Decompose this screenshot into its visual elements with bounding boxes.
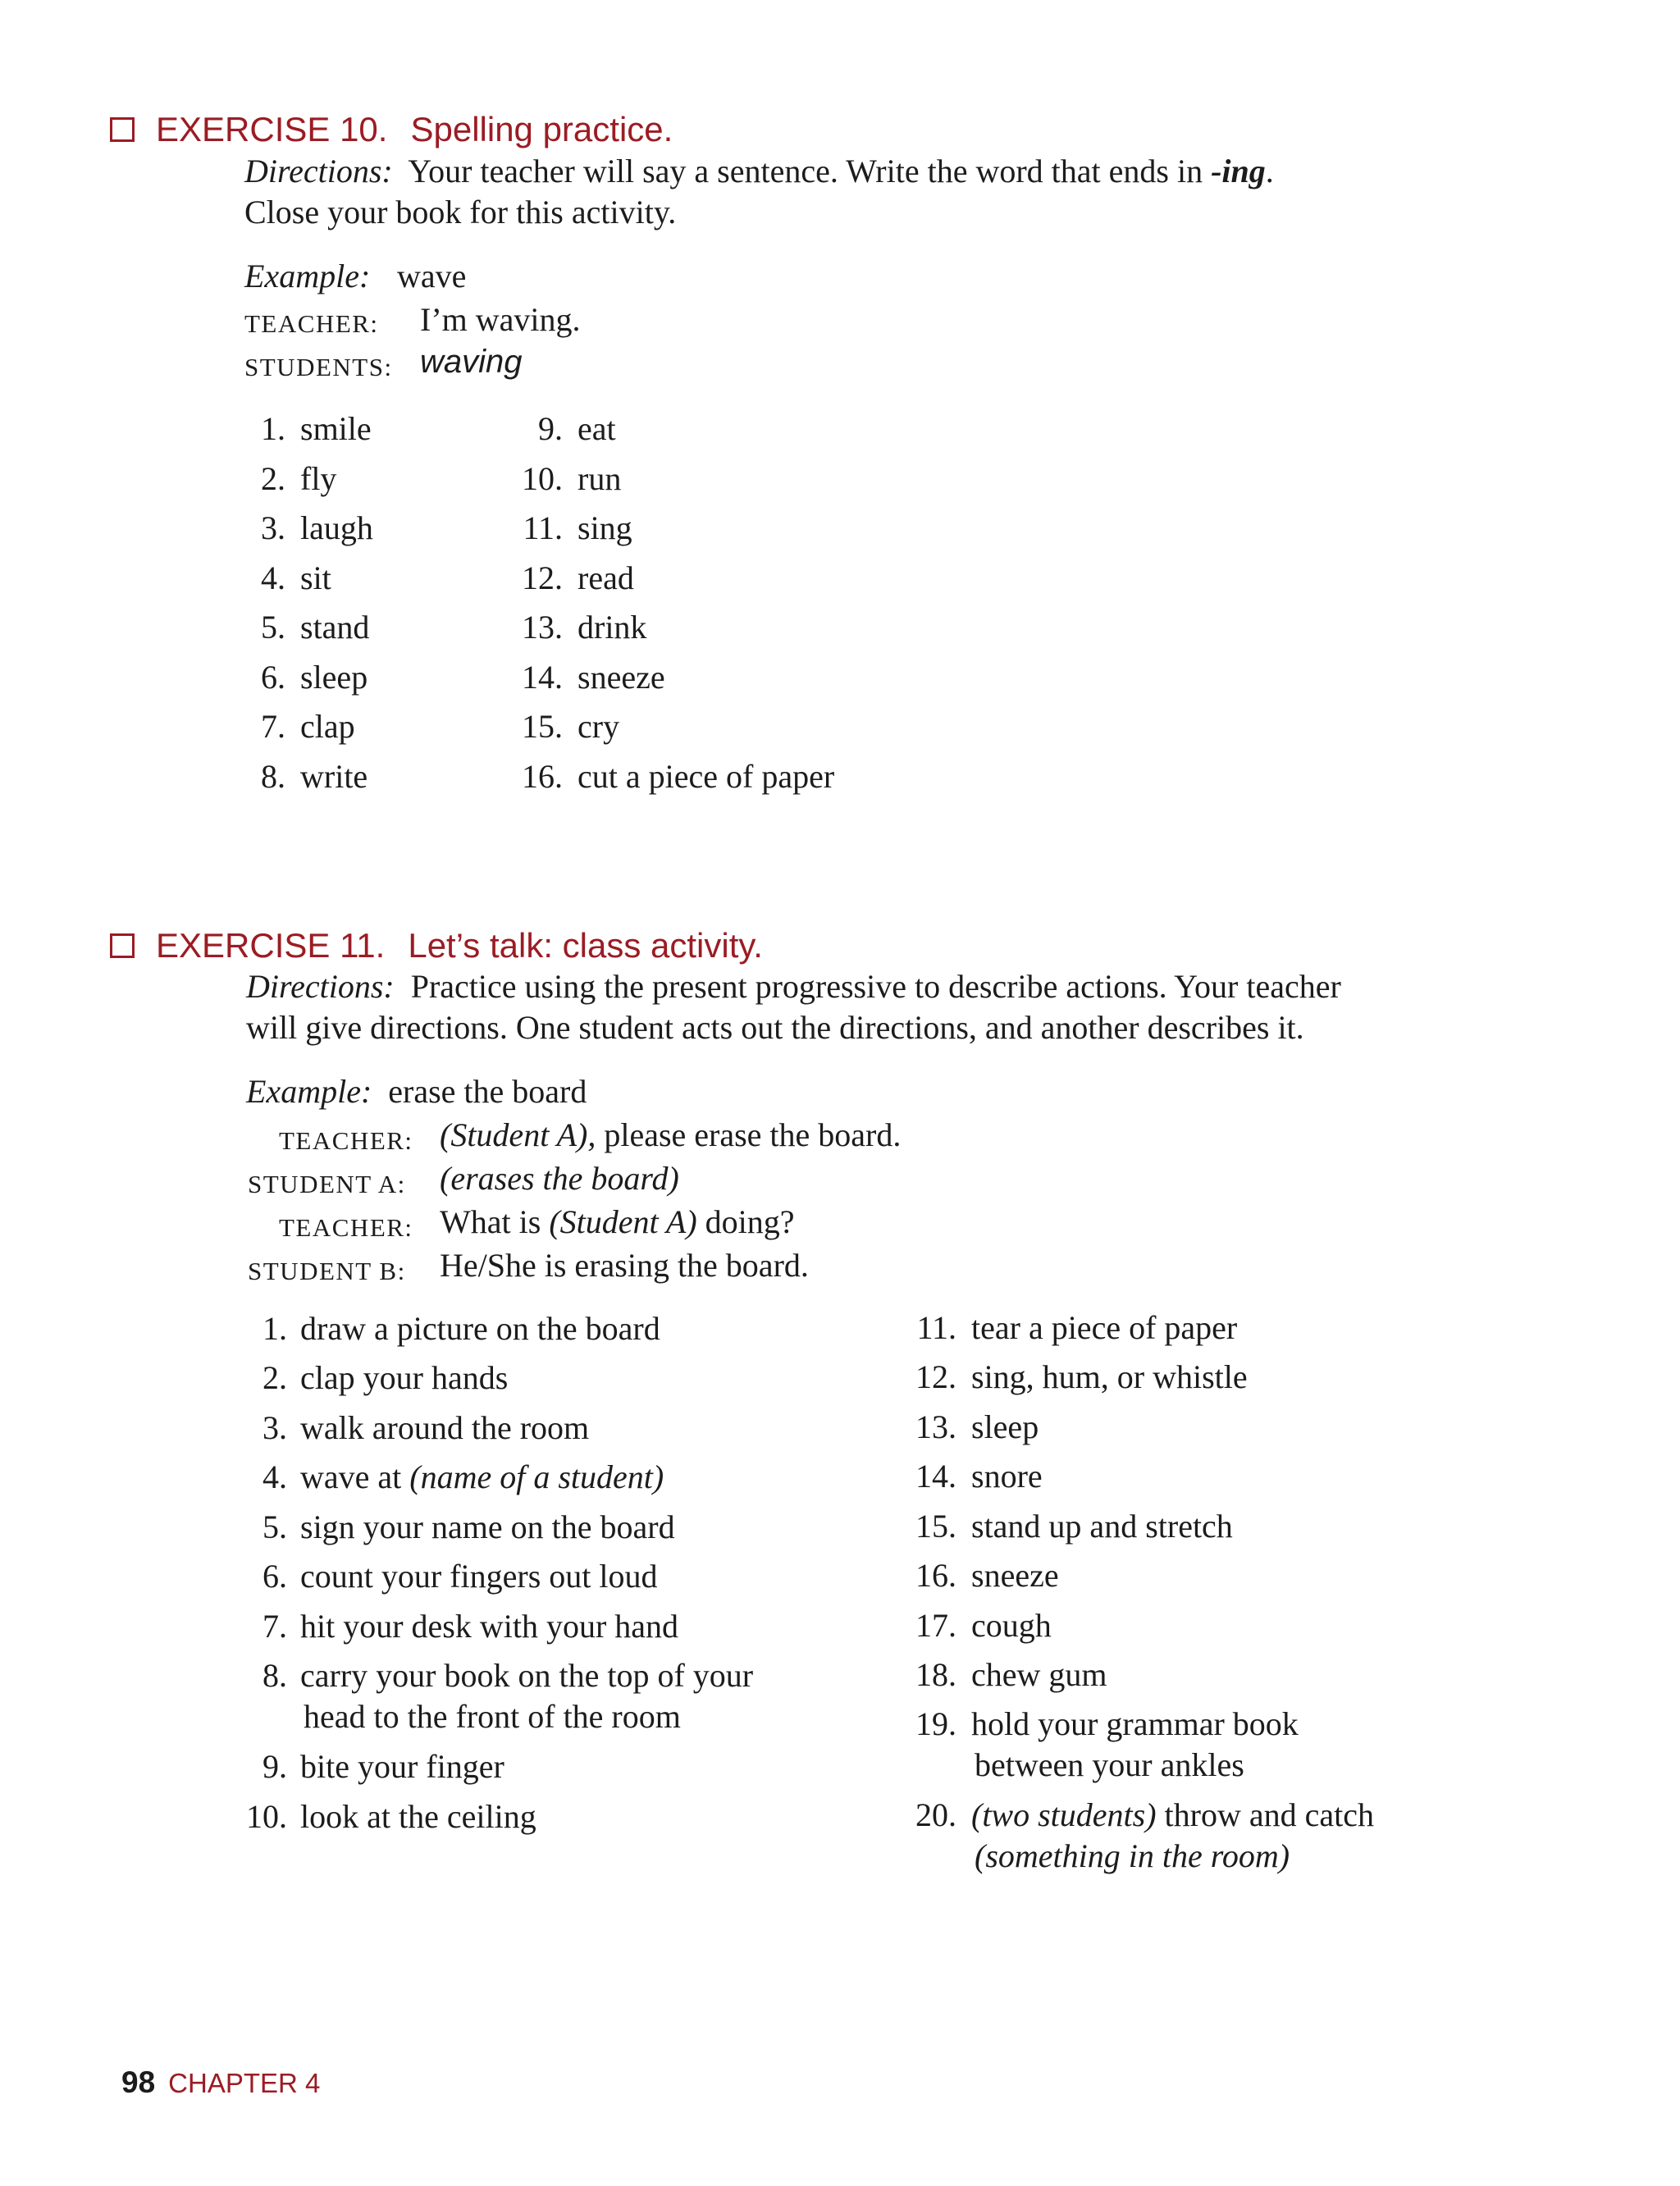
item-number: 20. xyxy=(915,1796,956,1833)
item-text: sleep xyxy=(971,1408,1039,1445)
item-text: sit xyxy=(300,559,331,596)
item-number: 2. xyxy=(262,1359,287,1396)
item-text: draw a picture on the board xyxy=(300,1310,660,1347)
item-text: run xyxy=(578,459,622,497)
item-text: walk around the room xyxy=(300,1409,590,1446)
item-text: chew gum xyxy=(971,1656,1107,1693)
item-number: 12. xyxy=(522,559,563,596)
item-text: cough xyxy=(971,1607,1052,1644)
item-number: 8. xyxy=(262,1657,287,1694)
item-number: 12. xyxy=(915,1358,956,1395)
item-number: 19. xyxy=(915,1705,956,1742)
item-number: 2. xyxy=(261,459,285,497)
item-number: 6. xyxy=(262,1558,287,1595)
item-number: 5. xyxy=(262,1508,287,1545)
item-text: sign your name on the board xyxy=(300,1508,675,1545)
item-text: hit your desk with your hand xyxy=(300,1608,679,1645)
item-text: sing, hum, or whistle xyxy=(971,1358,1248,1395)
item-text: cut a piece of paper xyxy=(578,757,835,795)
item-number: 8. xyxy=(261,757,285,795)
item-number: 16. xyxy=(522,757,563,795)
item-text: look at the ceiling xyxy=(300,1798,536,1835)
item-number: 17. xyxy=(915,1607,956,1644)
item-text-continued: head to the front of the room xyxy=(304,1698,681,1735)
item-text: tear a piece of paper xyxy=(971,1309,1238,1346)
item-text: sneeze xyxy=(971,1557,1059,1594)
item-number: 5. xyxy=(261,609,285,646)
item-text: sneeze xyxy=(578,658,665,696)
item-number: 1. xyxy=(262,1310,287,1347)
exercise-10-directions: Directions: Your teacher will say a sentence. Write the word that ends in -ing. Close your book for this activity. xyxy=(244,153,1274,230)
page-footer xyxy=(121,2065,320,2100)
exercise-11-title: Let’s talk: class activity. xyxy=(408,926,763,965)
item-text: sing xyxy=(578,509,632,546)
item-number: 6. xyxy=(261,658,285,696)
item-text: cry xyxy=(578,708,620,745)
item-text: laugh xyxy=(300,509,373,546)
item-number: 7. xyxy=(262,1608,287,1645)
item-text: clap xyxy=(300,708,355,745)
item-number: 18. xyxy=(915,1656,956,1693)
item-number: 11. xyxy=(523,509,563,546)
item-number: 13. xyxy=(915,1408,956,1445)
item-text: carry your book on the top of your xyxy=(300,1657,754,1694)
item-text: (two students) throw and catch xyxy=(971,1796,1374,1833)
item-text: hold your grammar book xyxy=(971,1705,1299,1742)
exercise-11-number: EXERCISE 11. xyxy=(156,926,386,965)
item-number: 14. xyxy=(522,658,563,696)
page-number: 98 xyxy=(121,2065,156,2099)
item-number: 9. xyxy=(538,410,563,447)
exercise-11-directions: Directions: Practice using the present progressive to describe actions. Your teacher will give directions. One student acts out the directions, and another describes it. xyxy=(246,968,1341,1046)
item-number: 1. xyxy=(261,410,285,447)
item-text: clap your hands xyxy=(300,1359,509,1396)
item-text: sleep xyxy=(300,658,368,696)
item-number: 9. xyxy=(262,1748,287,1785)
item-text: drink xyxy=(578,609,647,646)
item-number: 15. xyxy=(522,708,563,745)
exercise-11-checkbox[interactable] xyxy=(110,933,135,958)
item-number: 11. xyxy=(916,1309,956,1346)
item-number: 13. xyxy=(522,609,563,646)
item-number: 16. xyxy=(915,1557,956,1594)
item-text: write xyxy=(300,757,368,795)
item-text: eat xyxy=(578,410,616,447)
item-text: fly xyxy=(300,459,337,497)
item-number: 15. xyxy=(915,1508,956,1545)
exercise-10-title: Spelling practice. xyxy=(410,110,673,148)
exercise-10-word-list xyxy=(0,0,1680,820)
exercise-10-number: EXERCISE 10. xyxy=(156,110,388,148)
item-number: 7. xyxy=(261,708,285,745)
item-text-continued: between your ankles xyxy=(975,1746,1244,1783)
item-text: stand xyxy=(300,609,370,646)
item-number: 4. xyxy=(261,559,285,596)
item-number: 3. xyxy=(262,1409,287,1446)
item-number: 10. xyxy=(522,459,563,497)
item-text: smile xyxy=(300,410,372,447)
item-number: 3. xyxy=(261,509,285,546)
directions-label: Directions: xyxy=(244,153,393,189)
exercise-11-heading xyxy=(110,921,763,970)
item-text: wave at (name of a student) xyxy=(300,1458,664,1495)
item-text: read xyxy=(578,559,634,596)
item-number: 10. xyxy=(246,1798,287,1835)
item-text: count your fingers out loud xyxy=(300,1558,658,1595)
item-text-continued: (something in the room) xyxy=(975,1837,1290,1874)
item-text: snore xyxy=(971,1458,1043,1495)
item-text: stand up and stretch xyxy=(971,1508,1233,1545)
chapter-label: CHAPTER 4 xyxy=(168,2068,321,2098)
item-number: 14. xyxy=(915,1458,956,1495)
item-text: bite your finger xyxy=(300,1748,504,1785)
item-number: 4. xyxy=(262,1458,287,1495)
